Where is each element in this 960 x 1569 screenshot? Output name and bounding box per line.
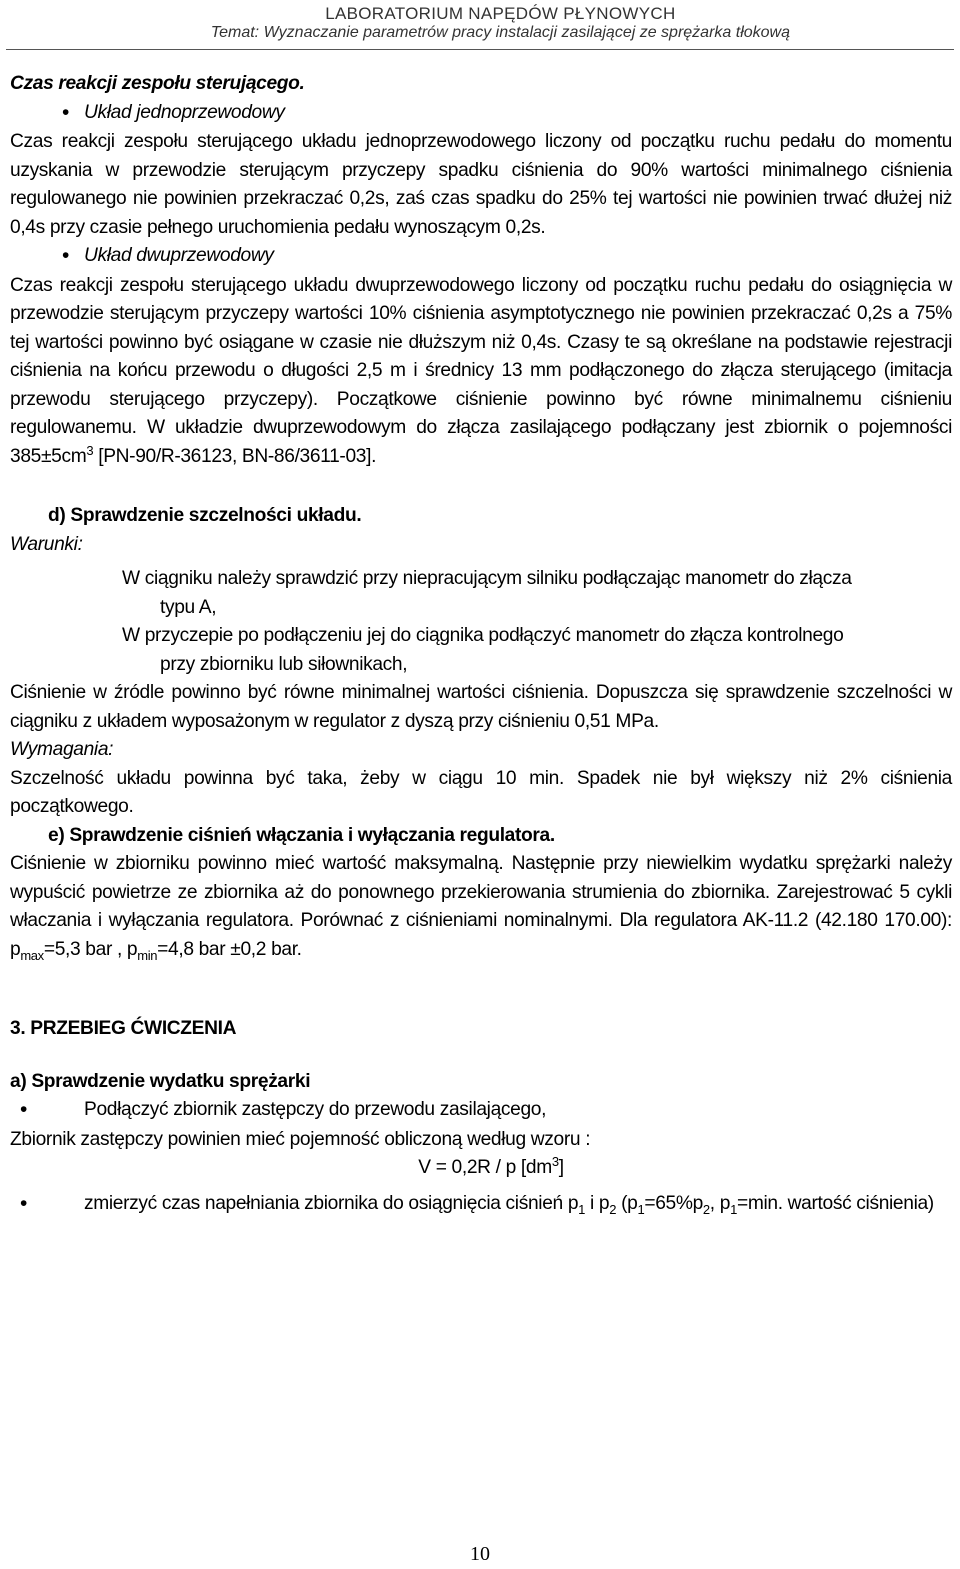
subscript: 2 [702,1201,710,1217]
section-d-title: d) Sprawdzenie szczelności układu. [48,505,362,526]
section-e-text: Ciśnienie w zbiorniku powinno mieć wartość maksymalną. Następnie przy niewielkim wydatku sprężarki należy wypuścić powietrze ze zbiornika aż do ponownego przekierowania strumienia do zbiornika. Zarejestrować 5 cykli właczania i wyłączania regulatora. Porównać z ciśnieniami nominalnymi. Dla regulatora AK-11.2 (42.180 170.00): p [10,853,952,960]
bullet-measure-time-text [84,1190,952,1220]
text-part: zmierzyć czas napełniania zbiornika do osiągnięcia ciśnień p [84,1192,579,1214]
document-body [10,70,952,1219]
bullet-connect-tank [10,1096,952,1126]
subscript-max: max [20,947,44,963]
single-line-paragraph: Czas reakcji zespołu sterującego układu jednoprzewodowego liczony od początku ruchu pedału do momentu uzyskania w przewodzie sterującym przyczepy spadku ciśnienia do 90% wartości minimalnego ciśnienia regulowanego nie powinien przekraczać 0,2s, zaś czas spadku do 25% tej wartości nie powinien trwać dłużej niż 0,4s przy czasie pełnego uruchomienia pedału wynoszącym 0,2s. [10,131,952,238]
bullet-single-line [10,99,952,129]
section-e-paragraph [10,850,952,965]
section-e-end: =4,8 bar ±0,2 bar. [157,938,302,960]
dual-line-paragraph [10,272,952,473]
header-topic: Temat: Wyznaczanie parametrów pracy instalacji zasilającej ze sprężarka tłokową [210,24,790,41]
subscript: 1 [730,1201,737,1217]
formula [10,1154,952,1184]
requirements-paragraph: Szczelność układu powinna być taka, żeby w ciągu 10 min. Spadek nie był większy niż 2% ciśnienia początkowego. [10,767,952,817]
pressure-paragraph: Ciśnienie w źródle powinno być równe minimalnej wartości ciśnienia. Dopuszcza się sprawdzenie szczelności w ciągniku z układem wyposażonym w regulator z dyszą przy ciśnieniu 0,51 MPa. [10,682,952,732]
text-part: =min. wartość ciśnienia) [736,1192,934,1214]
reaction-title: Czas reakcji zespołu sterującego. [10,73,305,94]
dual-line-title: Układ dwuprzewodowy [84,245,274,266]
header-rule [6,49,954,50]
bullet-connect-tank-text: Podłączyć zbiornik zastępczy do przewodu zasilającego, [84,1099,547,1120]
condition-1-line-1: W ciągniku należy sprawdzić przy niepracującym silniku podłączając manometr do złącza [122,568,852,589]
text-part: , p [709,1192,731,1214]
formula-end: ] [558,1157,564,1178]
subscript: 1 [637,1201,645,1217]
bullet-icon [10,1096,84,1126]
formula-superscript: 3 [551,1154,559,1169]
superscript: 3 [86,442,94,458]
section-3a-title: a) Sprawdzenie wydatku sprężarki [10,1070,311,1092]
bullet-icon [10,242,84,272]
conditions-label: Warunki: [10,533,83,555]
single-line-title: Układ jednoprzewodowy [84,101,285,123]
bullet-dual-line [10,242,952,272]
section-e-title: e) Sprawdzenie ciśnień włączania i wyłączania regulatora. [48,824,555,846]
page-number: 10 [470,1543,490,1565]
text-part: i p [585,1192,610,1214]
section-e-mid: =5,3 bar , p [43,938,138,960]
condition-1-line-2: typu A, [160,596,217,618]
tank-paragraph: Zbiornik zastępczy powinien mieć pojemność obliczoną według wzoru : [10,1128,591,1150]
condition-2-line-1: W przyczepie po podłączeniu jej do ciągnika podłączyć manometr do złącza kontrolnego [122,625,844,646]
subscript-min: min [137,947,158,963]
section-3-title: 3. PRZEBIEG ĆWICZENIA [10,1018,237,1039]
bullet-icon [10,99,84,129]
requirements-label: Wymagania: [10,739,114,760]
bullet-icon [10,1190,84,1220]
dual-line-text: Czas reakcji zespołu sterującego układu dwuprzewodowego liczony od początku ruchu pedału do osiągnięcia w przewodzie sterującym przyczepy wartości 10% ciśnienia asymptotycznego nie powinien przekraczać 0,2s a 75% tej wartości powinno być osiągane w czasie nie dłuższym niż 0,4s. Czasy te są określane na podstawie rejestracji ciśnienia na końcu przewodu o długości 2,5 m i średnicy 13 mm podłączonego do złącza sterującego (imitacja przewodu sterującego przyczepy). Początkowe ciśnienie powinno być równe minimalnemu ciśnieniu regulowanemu. W układzie dwuprzewodowym do złącza zasilającego podłączany jest zbiornik o pojemności 385±5cm [10,274,952,467]
subscript: 1 [578,1201,586,1217]
page-header [211,4,790,42]
dual-line-text-end: [PN-90/R-36123, BN-86/3611-03]. [93,445,377,467]
condition-2-line-2: przy zbiorniku lub siłownikach, [160,653,408,675]
subscript: 2 [609,1201,617,1217]
formula-text: V = 0,2R / p [dm [418,1157,552,1178]
text-part: =65%p [644,1192,703,1214]
bullet-measure-time [10,1190,952,1220]
text-part: (p [616,1192,638,1214]
header-lab-title: LABORATORIUM NAPĘDÓW PŁYNOWYCH [325,4,676,23]
